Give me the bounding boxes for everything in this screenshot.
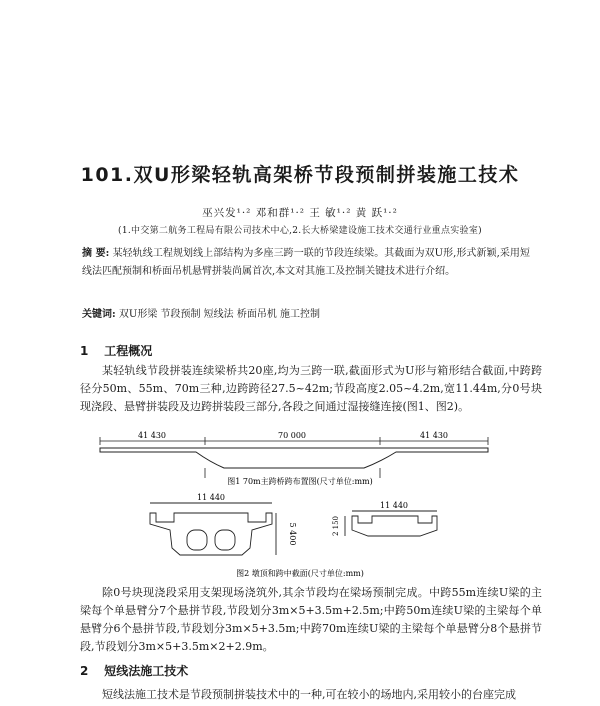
fig1-girder [100,448,488,468]
fig2-dim-mid-height-label: 2 150 [332,515,340,537]
fig2-dim-mid-width: 11 440 [380,501,408,510]
fig1-dim-mid: 70 000 [278,431,306,440]
section-1-title: 工程概况 [104,344,153,358]
paper-authors: 巫兴发¹·² 邓和群¹·² 王 敏¹·² 黄 跃¹·² [202,207,398,219]
paper-title: 101.双U形梁轻轨高架桥节段预制拼装施工技术 [80,164,520,186]
abstract-label: 摘 要: [82,248,110,259]
section-2-title: 短线法施工技术 [104,664,189,678]
paragraph-2: 除0号块现浇段采用支架现场浇筑外,其余节段均在梁场预制完成。中跨55m连续U梁的主梁每个单悬臂分7个悬拼节段,节段划分3m×5+3.5m+2.5m;中跨50m连续U梁的主梁每个单悬臂分6个悬拼节段,节段划分3m×5+3.5m;中跨70m连续U梁的主梁每个单悬臂分8个悬拼节段,节段划分3m×5+3.5m×2+2.9m。 [80,586,542,653]
fig1-dim-right: 41 430 [420,431,448,440]
fig2-pier-section [150,513,272,555]
section-2-number: 2 [80,664,89,678]
fig1-caption: 图1 70m主跨桥跨布置图(尺寸单位:mm) [227,477,373,486]
paragraph-1: 某轻轨线节段拼装连续梁桥共20座,均为三跨一联,截面形式为U形与箱形结合截面,中跨跨径分50m、55m、70m三种,边跨跨径27.5~42m;节段高度2.05~4.2m,宽11.44m,分0号块现浇段、悬臂拼装段及边跨拼装段三部分,各段之间通过湿接缝连接(图1、图2)。 [80,364,542,413]
fig2-caption: 图2 墩顶和跨中截面(尺寸单位:mm) [236,569,364,578]
paper-affiliation: (1.中交第二航务工程局有限公司技术中心,2.长大桥梁建设施工技术交通行业重点实验室) [118,226,482,236]
keywords-text: 双U形梁 节段预制 短线法 桥面吊机 施工控制 [118,309,321,320]
fig2-dim-width: 11 440 [197,493,225,502]
figure-1 [100,437,488,478]
fig2-dim-height-label: 5 400 [288,522,297,546]
paragraph-3: 短线法施工技术是节段预制拼装技术中的一种,可在较小的场地内,采用较小的台座完成 [102,688,516,701]
section-2-heading [80,662,188,679]
keywords-label: 关键词: [82,309,116,320]
fig1-dim-left: 41 430 [138,431,166,440]
abstract-text: 某轻轨线工程规划线上部结构为多座三跨一联的节段连续梁。其截面为双U形,形式新颖,采用短线法匹配预制和桥面吊机悬臂拼装尚属首次,本文对其施工及控制关键技术进行介绍。 [82,248,530,277]
section-1-number: 1 [80,344,89,358]
fig2-midspan-section [352,516,437,536]
